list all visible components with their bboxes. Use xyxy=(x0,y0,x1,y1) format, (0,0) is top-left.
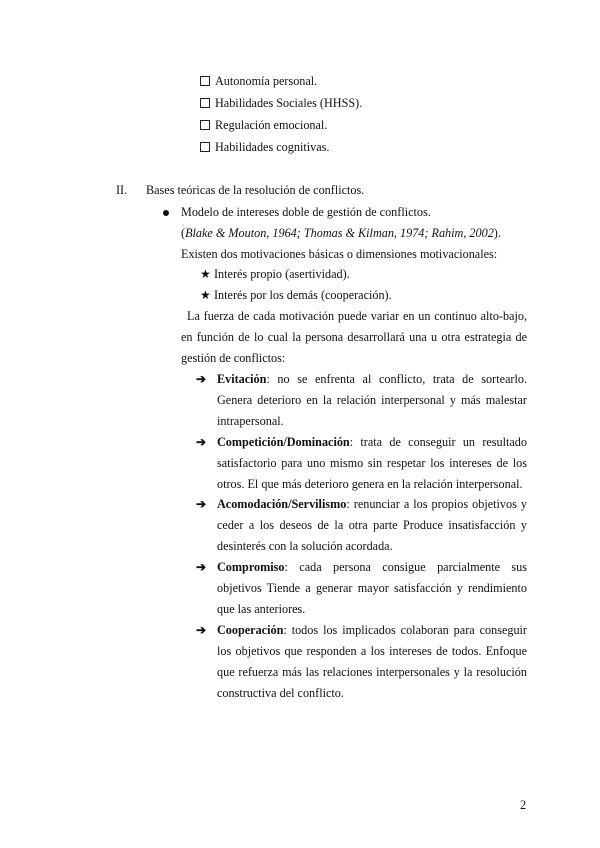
model-citation: (Blake & Mouton, 1964; Thomas & Kilman, 1974; Rahim, 2002). xyxy=(181,226,501,240)
checklist-item: Habilidades Sociales (HHSS). xyxy=(200,96,362,111)
model-title: Modelo de intereses doble de gestión de conflictos. xyxy=(181,205,431,219)
motivation-item: ★ Interés propio (asertividad). xyxy=(200,267,350,281)
arrow-icon: ➔ xyxy=(196,435,207,449)
arrow-icon: ➔ xyxy=(196,372,207,386)
strategy-competicion: Competición/Dominación: trata de conseguir un resultado satisfactorio para uno mismo sin respetar los intereses de los otros. El que más deterioro genera en la relación interpersonal. xyxy=(217,435,527,491)
strategy-acomodacion: Acomodación/Servilismo: renunciar a los propios objetivos y ceder a los deseos de la otra parte Produce insatisfacción y desinterés con la solución acordada. xyxy=(217,497,527,553)
motivation-item: ★ Interés por los demás (cooperación). xyxy=(200,288,392,302)
checkbox-icon xyxy=(200,98,210,108)
page-number: 2 xyxy=(520,798,527,812)
arrow-icon: ➔ xyxy=(196,623,207,637)
motivation-paragraph: La fuerza de cada motivación puede variar en un continuo alto-bajo, en función de lo cual la persona desarrollará una u otra estrategia de gestión de conflictos: xyxy=(181,309,527,365)
strategy-compromiso: Compromiso: cada persona consigue parcialmente sus objetivos Tiende a generar mayor satisfacción y rendimiento que las anteriores. xyxy=(217,560,527,616)
bullet-icon xyxy=(163,207,169,222)
motivations-intro: Existen dos motivaciones básicas o dimensiones motivacionales: xyxy=(181,247,498,261)
checklist-item: Regulación emocional. xyxy=(200,118,327,133)
section-numeral: II. xyxy=(116,183,128,197)
checkbox-icon xyxy=(200,120,210,130)
arrow-icon: ➔ xyxy=(196,560,207,574)
star-icon: ★ xyxy=(200,288,211,302)
strategy-evitacion: Evitación: no se enfrenta al conflicto, trata de sortearlo. Genera deterioro en la relación interpersonal y más malestar intrapersonal. xyxy=(217,372,527,428)
star-icon: ★ xyxy=(200,267,211,281)
checklist-item: Autonomía personal. xyxy=(200,74,317,89)
checkbox-icon xyxy=(200,76,210,86)
strategy-cooperacion: Cooperación: todos los implicados colaboran para conseguir los objetivos que responden a los intereses de todos. Enfoque que refuerza más las relaciones interpersonales y la resolución constructiva del conflicto. xyxy=(217,623,527,700)
arrow-icon: ➔ xyxy=(196,497,207,511)
checklist-item: Habilidades cognitivas. xyxy=(200,140,329,155)
checkbox-icon xyxy=(200,142,210,152)
section-title: Bases teóricas de la resolución de conflictos. xyxy=(146,183,365,197)
